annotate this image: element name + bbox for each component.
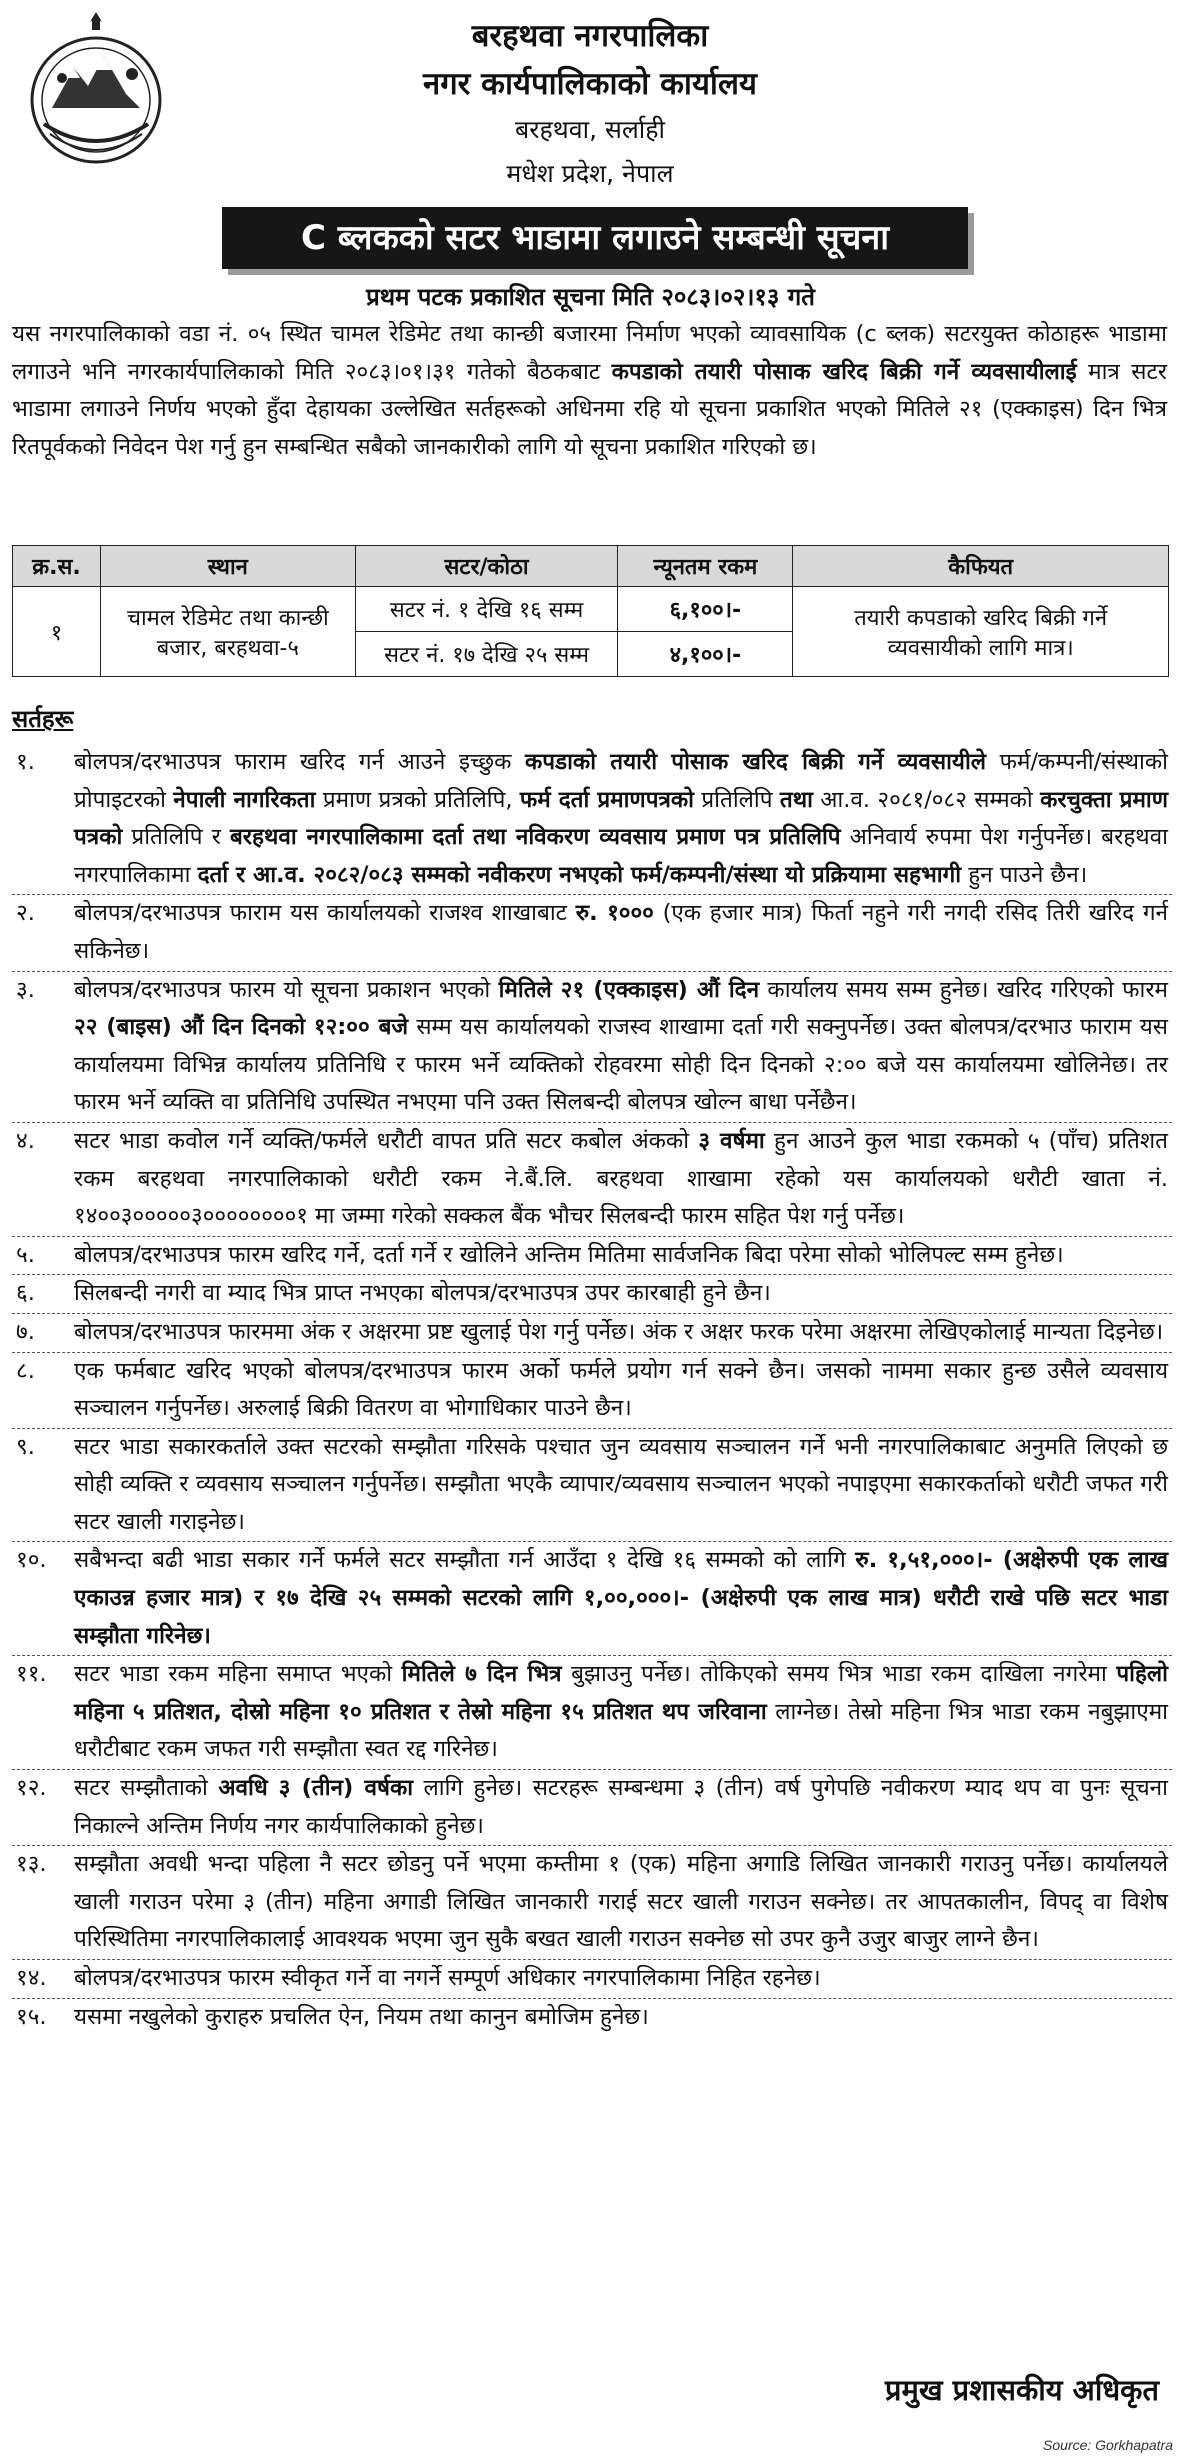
header-location: स्थान <box>100 546 355 587</box>
header-sn: क्र.स. <box>13 546 101 587</box>
condition-item: १०. सबैभन्दा बढी भाडा सकार गर्ने फर्मले सटर सम्झौता गर्न आउँदा १ देखि १६ सम्मको को लागि रु. १,५१,०००।- (अक्षेरुपी एक लाख एकाउन्न हजार मात्र) र १७ देखि २५ सम्मको सटरको लागि १,००,०००।- (अक्षेरुपी एक लाख मात्र) धरौटी राखे पछि सटर भाडा सम्झौता गरिनेछ। <box>12 1542 1172 1656</box>
publish-date: प्रथम पटक प्रकाशित सूचना मिति २०८३।०२।१३ गते <box>366 283 815 311</box>
office-province: मधेश प्रदेश, नेपाल <box>506 159 674 188</box>
cell-shutter: सटर नं. १ देखि १६ सम्म <box>355 587 618 632</box>
condition-item: ६. सिलबन्दी नगरी वा म्याद भित्र प्राप्त नभएका बोलपत्र/दरभाउपत्र उपर कारबाही हुने छैन। <box>12 1275 1172 1314</box>
notice-title: C ब्लकको सटर भाडामा लगाउने सम्बन्धी सूचना <box>222 207 968 269</box>
condition-item: १. बोलपत्र/दरभाउपत्र फाराम खरिद गर्न आउने इच्छुक कपडाको तयारी पोसाक खरिद बिक्री गर्ने व्यवसायीले फर्म/कम्पनी/संस्थाको प्रोपाइटरको नेपाली नागरिकता प्रमाण प्रत्रको प्रतिलिपि, फर्म दर्ता प्रमाणपत्रको प्रतिलिपि तथा आ.व. २०८१/०८२ सम्मको करचुक्ता प्रमाण पत्रको प्रतिलिपि र बरहथवा नगरपालिकामा दर्ता तथा नविकरण व्यवसाय प्रमाण पत्र प्रतिलिपि अनिवार्य रुपमा पेश गर्नुपर्नेछ। बरहथवा नगरपालिकामा दर्ता र आ.व. २०८२/०८३ सम्मको नवीकरण नभएको फर्म/कम्पनी/संस्था यो प्रक्रियामा सहभागी हुन पाउने छैन। <box>12 744 1172 895</box>
municipality-name: बरहथवा नगरपालिका <box>471 18 709 54</box>
condition-item: १२. सटर सम्झौताको अवधि ३ (तीन) वर्षका लागि हुनेछ। सटरहरू सम्बन्धमा ३ (तीन) वर्ष पुगेपछि नवीकरण म्याद थप वा पुनः सूचना निकाल्ने अन्तिम निर्णय नगर कार्यपालिकाको हुनेछ। <box>12 1770 1172 1846</box>
conditions-list <box>12 744 1172 2036</box>
condition-item: १४. बोलपत्र/दरभाउपत्र फारम स्वीकृत गर्ने वा नगर्ने सम्पूर्ण अधिकार नगरपालिकामा निहित रहनेछ। <box>12 1960 1172 1999</box>
cell-amount: ६,१००।- <box>618 587 793 632</box>
cell-shutter: सटर नं. १७ देखि २५ सम्म <box>355 632 618 677</box>
conditions-heading: सर्तहरू <box>12 705 74 733</box>
condition-item: ३. बोलपत्र/दरभाउपत्र फारम यो सूचना प्रकाशन भएको मितिले २१ (एक्काइस) औं दिन कार्यालय समय सम्म हुनेछ। खरिद गरिएको फारम २२ (बाइस) औं दिन दिनको १२:०० बजे सम्म यस कार्यालयको राजस्व शाखामा दर्ता गरी सक्नुपर्नेछ। उक्त बोलपत्र/दरभाउ फाराम यस कार्यालयमा विभिन्न कार्यालय प्रतिनिधि र फारम भर्ने व्यक्तिको रोहवरमा सोही दिन दिनको २:०० बजे यस कार्यालयमा खोलिनेछ। तर फारम भर्ने व्यक्ति वा प्रतिनिधि उपस्थित नभएमा पनि उक्त सिलबन्दी बोलपत्र खोल्न बाधा पर्नेछैन। <box>12 972 1172 1123</box>
shutter-table <box>12 545 1169 677</box>
condition-item: ७. बोलपत्र/दरभाउपत्र फारममा अंक र अक्षरमा प्रष्ट खुलाई पेश गर्नु पर्नेछ। अंक र अक्षर फरक परेमा अक्षरमा लेखिएकोलाई मान्यता दिइनेछ। <box>12 1314 1172 1353</box>
header-shutter: सटर/कोठा <box>355 546 618 587</box>
cell-location: चामल रेडिमेट तथा कान्छी बजार, बरहथवा-५ <box>100 587 355 677</box>
table-row <box>13 587 1169 632</box>
condition-item: ११. सटर भाडा रकम महिना समाप्त भएको मितिले ७ दिन भित्र बुझाउनु पर्नेछ। तोकिएको समय भित्र भाडा रकम दाखिला नगरेमा पहिलो महिना ५ प्रतिशत, दोस्रो महिना १० प्रतिशत र तेस्रो महिना १५ प्रतिशत थप जरिवाना लाग्नेछ। तेस्रो महिना भित्र भाडा रकम नबुझाएमा धरौटीबाट रकम जफत गरी सम्झौता स्वत रद्द गरिनेछ। <box>12 1656 1172 1770</box>
header-min-amount: न्यूनतम रकम <box>618 546 793 587</box>
cell-sn: १ <box>13 587 101 677</box>
condition-item: २. बोलपत्र/दरभाउपत्र फाराम यस कार्यालयको राजश्व शाखाबाट रु. १००० (एक हजार मात्र) फिर्ता नहुने गरी नगदी रसिद तिरी खरिद गर्न सकिनेछ। <box>12 895 1172 971</box>
office-name: नगर कार्यपालिकाको कार्यालय <box>423 66 757 102</box>
header-remarks: कैफियत <box>793 546 1169 587</box>
municipality-emblem-icon <box>22 8 170 168</box>
condition-item: १५. यसमा नखुलेको कुराहरु प्रचलित ऐन, नियम तथा कानुन बमोजिम हुनेछ। <box>16 2003 649 2030</box>
intro-paragraph: यस नगरपालिकाको वडा नं. ०५ स्थित चामल रेडिमेट तथा कान्छी बजारमा निर्माण भएको व्यावसायिक (c ब्लक) सटरयुक्त कोठाहरू भाडामा लगाउने भनि नगरकार्यपालिकाको मिति २०८३।०१।३१ गतेको बैठकबाट कपडाको तयारी पोसाक खरिद बिक्री गर्ने व्यवसायीलाई मात्र सटर भाडामा लगाउने निर्णय भएको हुँदा देहायका उल्लेखित सर्तहरूको अधिनमा रहि यो सूचना प्रकाशित भएको मितिले २१ (एक्काइस) दिन भित्र रितपूर्वकको निवेदन पेश गर्नु हुन सम्बन्धित सबैको जानकारीको लागि यो सूचना प्रकाशित गरिएको छ। <box>12 321 1168 460</box>
signatory-title: प्रमुख प्रशासकीय अधिकृत <box>884 2373 1159 2407</box>
office-address: बरहथवा, सर्लाही <box>514 115 666 144</box>
condition-item: ९. सटर भाडा सकारकर्ताले उक्त सटरको सम्झौता गरिसके पश्चात जुन व्यवसाय सञ्चालन गर्ने भनी नगरपालिकाबाट अनुमति लिएको छ सोही व्यक्ति र व्यवसाय सञ्चालन गर्नुपर्नेछ। सम्झौता भएकै व्यापार/व्यवसाय सञ्चालन भएको नपाइएमा सकारकर्ताको धरौटी जफत गरी सटर खाली गराइनेछ। <box>12 1429 1172 1543</box>
condition-item: ८. एक फर्मबाट खरिद भएको बोलपत्र/दरभाउपत्र फारम अर्को फर्मले प्रयोग गर्न सक्ने छैन। जसको नाममा सकार हुन्छ उसैले व्यवसाय सञ्चालन गर्नुपर्नेछ। अरुलाई बिक्री वितरण वा भोगाधिकार पाउने छैन। <box>12 1353 1172 1429</box>
condition-item: ४. सटर भाडा कवोल गर्ने व्यक्ति/फर्मले धरौटी वापत प्रति सटर कबोल अंकको ३ वर्षमा हुन आउने कुल भाडा रकमको ५ (पाँच) प्रतिशत रकम बरहथवा नगरपालिकाको धरौटी रकम ने.बैं.लि. बरहथवा शाखामा रहेको यस कार्यालयको धरौटी खाता नं. १४००३०००००३००००००००१ मा जम्मा गरेको सक्कल बैंक भौचर सिलबन्दी फारम सहित पेश गर्नु पर्नेछ। <box>12 1123 1172 1237</box>
condition-item: ५. बोलपत्र/दरभाउपत्र फारम खरिद गर्ने, दर्ता गर्ने र खोलिने अन्तिम मितिमा सार्वजनिक बिदा परेमा सोको भोलिपल्ट सम्म हुनेछ। <box>12 1237 1172 1276</box>
table-header-row <box>13 546 1169 587</box>
condition-item: १३. सम्झौता अवधी भन्दा पहिला नै सटर छोडनु पर्ने भएमा कम्तीमा १ (एक) महिना अगाडि लिखित जानकारी गराउनु पर्नेछ। कार्यालयले खाली गराउन परेमा ३ (तीन) महिना अगाडी लिखित जानकारी गराई सटर खाली गराउन सक्नेछ। तर आपतकालीन, विपद् वा विशेष परिस्थितिमा नगरपालिकालाई आवश्यक भएमा जुन सुकै बखत खाली गराउन सक्नेछ सो उपर कुनै उजुर बाजुर लाग्ने छैन। <box>12 1846 1172 1960</box>
cell-amount: ४,१००।- <box>618 632 793 677</box>
source-credit: Source: Gorkhapatra <box>1043 2437 1173 2453</box>
cell-remarks: तयारी कपडाको खरिद बिक्री गर्ने व्यवसायीको लागि मात्र। <box>793 587 1169 677</box>
